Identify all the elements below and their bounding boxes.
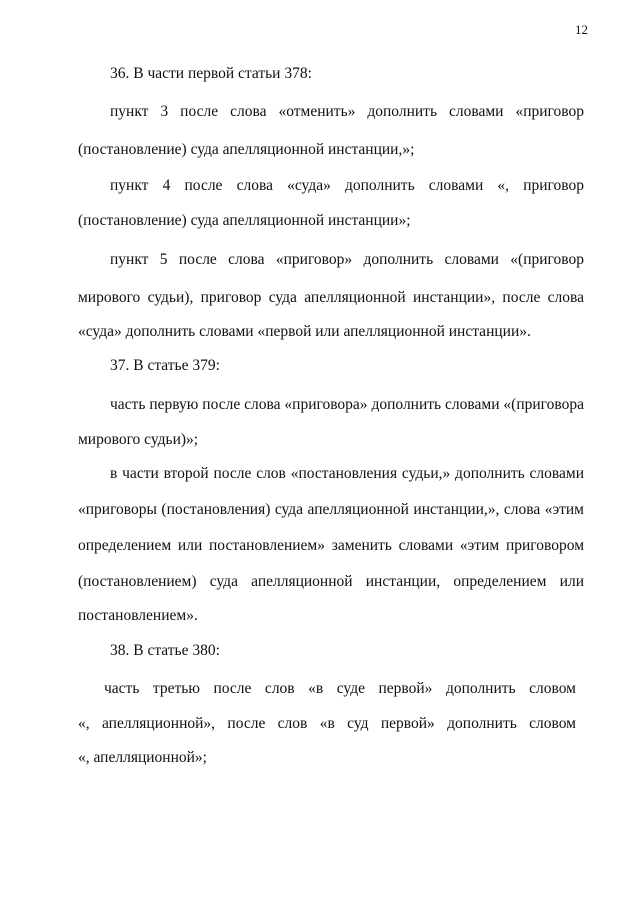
text-line: пункт 4 после слова «суда» дополнить словами «, приговор <box>110 177 584 194</box>
text-line: (постановление) суда апелляционной инстанции,»; <box>78 141 415 158</box>
heading-item-36: 36. В части первой статьи 378: <box>110 65 312 82</box>
text-line: определением или постановлением» заменить словами «этим приговором <box>78 537 584 554</box>
text-line: постановлением». <box>78 607 198 624</box>
text-line: «, апелляционной», после слов «в суд первой» дополнить словом <box>78 715 576 732</box>
text-line: пункт 5 после слова «приговор» дополнить словами «(приговор <box>110 251 584 268</box>
text-line: в части второй после слов «постановления судьи,» дополнить словами <box>110 465 584 482</box>
text-line: (постановлением) суда апелляционной инстанции, определением или <box>78 573 584 590</box>
text-line: мирового судьи), приговор суда апелляционной инстанции», после слова <box>78 289 584 306</box>
text-line: мирового судьи)»; <box>78 431 199 448</box>
text-line: (постановление) суда апелляционной инстанции»; <box>78 212 411 229</box>
text-line: «приговоры (постановления) суда апелляционной инстанции,», слова «этим <box>78 501 584 518</box>
text-line: часть третью после слов «в суде первой» дополнить словом <box>104 680 576 697</box>
heading-item-38: 38. В статье 380: <box>110 642 220 659</box>
text-line: пункт 3 после слова «отменить» дополнить словами «приговор <box>110 103 584 120</box>
heading-item-37: 37. В статье 379: <box>110 357 220 374</box>
page-number: 12 <box>575 22 588 37</box>
text-line: «суда» дополнить словами «первой или апелляционной инстанции». <box>78 323 531 340</box>
text-line: часть первую после слова «приговора» дополнить словами «(приговора <box>110 396 584 413</box>
text-line: «, апелляционной»; <box>78 749 207 766</box>
